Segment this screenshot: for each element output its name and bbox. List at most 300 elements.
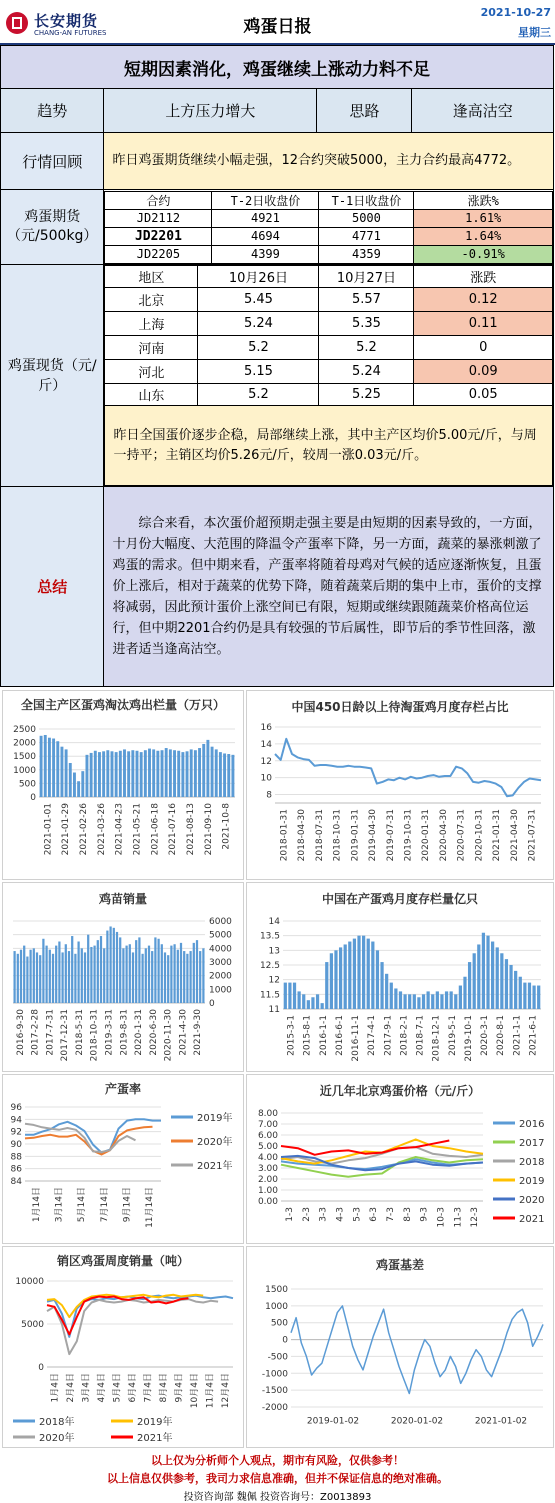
legend-label: 2019年 bbox=[197, 1113, 233, 1124]
bar bbox=[44, 735, 47, 797]
table-row bbox=[105, 312, 553, 336]
x-tick-label: 9-3 bbox=[419, 1207, 430, 1222]
bar bbox=[135, 940, 137, 1003]
x-tick-label: 2018-04-30 bbox=[297, 809, 308, 862]
y-tick-label: 5.00 bbox=[257, 1142, 278, 1152]
bar bbox=[173, 944, 175, 1003]
y-tick-label: 6000 bbox=[209, 917, 232, 927]
bar bbox=[144, 750, 147, 797]
bar bbox=[477, 944, 480, 1009]
futures-table bbox=[104, 191, 553, 264]
bar bbox=[48, 738, 51, 797]
x-tick-label: 2020-1-31 bbox=[134, 1009, 145, 1056]
spot-day1: 5.45 bbox=[198, 288, 319, 312]
bar bbox=[145, 948, 147, 1003]
brand-name: 长安期货 bbox=[34, 12, 99, 30]
x-tick-label: 4-3 bbox=[335, 1207, 346, 1222]
bar bbox=[102, 751, 105, 797]
legend-label: 2019年 bbox=[137, 1417, 173, 1428]
bar bbox=[307, 1000, 310, 1009]
series-line bbox=[275, 739, 541, 796]
x-tick-label: 2016-9-30 bbox=[15, 1009, 26, 1056]
bar bbox=[450, 991, 453, 1009]
bar bbox=[334, 950, 337, 1009]
y-tick-label: 16 bbox=[260, 723, 272, 733]
legend-label: 2021年 bbox=[197, 1161, 233, 1172]
spot-region: 山东 bbox=[105, 384, 198, 406]
x-tick-label: 2021-02-26 bbox=[79, 803, 90, 856]
x-tick-label: 12-3 bbox=[470, 1207, 481, 1228]
y-tick-label: -1000 bbox=[261, 1369, 288, 1380]
table-row bbox=[105, 245, 553, 263]
spot-change: 0.05 bbox=[414, 384, 553, 406]
bar bbox=[288, 983, 291, 1009]
x-tick-label: 2019-01-31 bbox=[350, 809, 361, 862]
x-tick-label: 2019-10-31 bbox=[403, 809, 414, 862]
x-tick-label: 2月4日 bbox=[65, 1373, 76, 1403]
x-tick-label: 2019-01-02 bbox=[306, 1416, 360, 1427]
y-tick-label: 1000 bbox=[265, 1301, 288, 1312]
y-tick-label: 5000 bbox=[21, 1320, 44, 1330]
bar bbox=[519, 977, 522, 1009]
bar bbox=[141, 954, 143, 1003]
chart-title: 近几年北京鸡蛋价格（元/斤） bbox=[319, 1084, 481, 1098]
bar bbox=[325, 962, 328, 1009]
bar bbox=[125, 946, 127, 1003]
bar bbox=[61, 952, 63, 1003]
bar bbox=[468, 962, 471, 1009]
y-tick-label: 14 bbox=[260, 739, 272, 750]
bar bbox=[100, 936, 102, 1003]
bar bbox=[36, 952, 38, 1003]
bar bbox=[231, 755, 234, 797]
chart-laying-hen-stock bbox=[246, 882, 554, 1072]
bar bbox=[330, 953, 333, 1009]
bar bbox=[380, 962, 383, 1009]
report-table bbox=[0, 45, 554, 687]
spot-day1: 5.15 bbox=[198, 360, 319, 384]
chart-beijing-price bbox=[246, 1074, 554, 1244]
bar bbox=[39, 955, 41, 1003]
bar bbox=[165, 748, 168, 797]
spot-change: 0 bbox=[414, 336, 553, 360]
x-tick-label: 4月4日 bbox=[96, 1373, 107, 1403]
bar bbox=[344, 944, 347, 1009]
report-date: 2021-10-27 bbox=[480, 6, 551, 19]
x-tick-label: 2021-01-29 bbox=[61, 803, 72, 856]
bar bbox=[65, 749, 68, 797]
x-tick-label: 2021-05-21 bbox=[132, 803, 143, 856]
futures-t1: 5000 bbox=[319, 209, 414, 227]
legend-label: 2019 bbox=[519, 1176, 545, 1187]
bar bbox=[459, 986, 462, 1009]
bar bbox=[136, 751, 139, 797]
bar bbox=[17, 954, 19, 1003]
x-tick-label: 2020-01-31 bbox=[421, 809, 432, 862]
futures-contract: JD2205 bbox=[105, 245, 212, 263]
x-tick-label: 2-3 bbox=[301, 1207, 312, 1222]
bar bbox=[23, 946, 25, 1003]
report-weekday: 星期三 bbox=[518, 26, 551, 39]
x-tick-label: 7-3 bbox=[385, 1207, 396, 1222]
bar bbox=[482, 933, 485, 1009]
bar bbox=[523, 983, 526, 1009]
bar bbox=[528, 983, 531, 1009]
y-tick-label: 0 bbox=[38, 1363, 44, 1373]
chart-weekly-sales bbox=[2, 1246, 244, 1448]
bar bbox=[52, 739, 55, 797]
bar bbox=[394, 988, 397, 1009]
spot-comment: 昨日全国蛋价逐步企稳，局部继续上涨，其中主产区均价5.00元/斤，与周一持平；主销区均价5.26元/斤，较周一涨0.03元/斤。 bbox=[105, 406, 553, 486]
x-tick-label: 7月14日 bbox=[99, 1187, 110, 1223]
spot-day1: 5.24 bbox=[198, 312, 319, 336]
bar bbox=[202, 948, 204, 1003]
table-row bbox=[105, 209, 553, 227]
bar bbox=[123, 749, 126, 797]
bar bbox=[371, 942, 374, 1009]
bar bbox=[68, 951, 70, 1003]
futures-t2: 4399 bbox=[212, 245, 319, 263]
risk-warning: 以上仅为分析师个人观点，期市有风险，仅供参考！ bbox=[151, 1454, 404, 1467]
bar bbox=[77, 781, 80, 797]
y-tick-label: 12 bbox=[260, 756, 272, 767]
y-tick-label: -1500 bbox=[261, 1386, 288, 1397]
y-tick-label: 8 bbox=[266, 790, 272, 801]
y-tick-label: 5000 bbox=[209, 930, 232, 941]
legend-label: 2021年 bbox=[137, 1433, 173, 1444]
x-tick-label: 5月4日 bbox=[112, 1373, 123, 1403]
legend-label: 2020年 bbox=[197, 1137, 233, 1148]
x-tick-label: 2021-10-8 bbox=[221, 803, 232, 850]
y-tick-label: 11.5 bbox=[259, 990, 280, 1001]
bar bbox=[211, 747, 214, 797]
x-tick-label: 6-3 bbox=[369, 1207, 380, 1222]
spot-region: 北京 bbox=[105, 288, 198, 312]
bar bbox=[161, 944, 163, 1003]
x-tick-label: 2019-04-30 bbox=[368, 809, 379, 862]
bar bbox=[353, 939, 356, 1009]
y-tick-label: 2000 bbox=[13, 738, 36, 749]
spot-header: 涨跌 bbox=[414, 266, 553, 288]
chart-title: 销区鸡蛋周度销量（吨） bbox=[56, 1254, 190, 1268]
y-tick-label: 10000 bbox=[15, 1277, 44, 1287]
bar bbox=[151, 951, 153, 1003]
chart-basis bbox=[246, 1246, 554, 1448]
y-tick-label: 90 bbox=[10, 1140, 22, 1150]
x-tick-label: 2018-10-31 bbox=[89, 1009, 100, 1062]
bar bbox=[196, 940, 198, 1003]
spot-change: 0.09 bbox=[414, 360, 553, 384]
chart-culled-hens bbox=[2, 690, 244, 880]
bar bbox=[491, 942, 494, 1009]
bar bbox=[73, 773, 76, 797]
y-tick-label: 8.00 bbox=[257, 1109, 278, 1119]
bar bbox=[177, 751, 180, 797]
bar bbox=[431, 994, 434, 1009]
futures-t1: 4771 bbox=[319, 227, 414, 245]
y-tick-label: 1.00 bbox=[257, 1186, 278, 1196]
x-tick-label: 8-3 bbox=[402, 1207, 413, 1222]
review-label: 行情回顾 bbox=[1, 133, 104, 190]
spot-day1: 5.2 bbox=[198, 384, 319, 406]
spot-region: 河南 bbox=[105, 336, 198, 360]
legend-label: 2017 bbox=[519, 1138, 545, 1149]
legend-label: 2020 bbox=[519, 1195, 545, 1206]
bar bbox=[284, 983, 287, 1009]
futures-contract: JD2112 bbox=[105, 209, 212, 227]
bar bbox=[161, 750, 164, 797]
spot-day2: 5.2 bbox=[319, 336, 414, 360]
table-row bbox=[105, 227, 553, 245]
bar bbox=[186, 954, 188, 1003]
x-tick-label: 2020-3-1 bbox=[480, 1015, 491, 1056]
y-tick-label: 13.5 bbox=[259, 931, 280, 942]
y-tick-label: 84 bbox=[10, 1177, 22, 1187]
spot-cell bbox=[104, 265, 554, 487]
x-tick-label: 2021-4-30 bbox=[178, 1009, 189, 1056]
x-tick-label: 5-3 bbox=[352, 1207, 363, 1222]
bar bbox=[140, 752, 143, 797]
bar bbox=[293, 983, 296, 1009]
futures-t2: 4921 bbox=[212, 209, 319, 227]
bar bbox=[311, 997, 314, 1009]
bar bbox=[348, 942, 351, 1009]
spot-header: 10月26日 bbox=[198, 266, 319, 288]
x-tick-label: 2016-6-1 bbox=[334, 1015, 345, 1056]
bar bbox=[138, 937, 140, 1003]
accuracy-disclaimer: 以上信息仅供参考，我司力求信息准确，但并不保证信息的绝对准确。 bbox=[107, 1472, 448, 1485]
bar bbox=[496, 947, 499, 1009]
bar bbox=[486, 936, 489, 1009]
y-tick-label: 11 bbox=[268, 1005, 280, 1015]
futures-header: T-1日收盘价 bbox=[319, 191, 414, 209]
x-tick-label: 2021-07-31 bbox=[527, 809, 538, 862]
bar bbox=[321, 1003, 324, 1009]
bar bbox=[90, 753, 93, 797]
bar bbox=[463, 977, 466, 1009]
x-tick-label: 2015-8-1 bbox=[302, 1015, 313, 1056]
bar bbox=[132, 952, 134, 1003]
bar bbox=[90, 947, 92, 1003]
bar bbox=[106, 931, 108, 1003]
y-tick-label: 500 bbox=[270, 1318, 288, 1329]
y-tick-label: 2500 bbox=[13, 725, 36, 735]
bar bbox=[111, 751, 114, 797]
x-tick-label: 3月14日 bbox=[54, 1187, 65, 1223]
bar bbox=[339, 947, 342, 1009]
y-tick-label: 6.00 bbox=[257, 1131, 278, 1141]
bar bbox=[58, 942, 60, 1004]
chart-title: 中国在产蛋鸡月度存栏量亿只 bbox=[321, 892, 479, 906]
bar bbox=[177, 950, 179, 1003]
futures-t1: 4359 bbox=[319, 245, 414, 263]
bar bbox=[376, 950, 379, 1009]
futures-change: 1.61% bbox=[414, 209, 553, 227]
table-row bbox=[105, 384, 553, 406]
bar bbox=[56, 741, 59, 797]
x-tick-label: 7月4日 bbox=[143, 1373, 154, 1403]
bar bbox=[537, 986, 540, 1009]
y-tick-label: 88 bbox=[10, 1152, 22, 1163]
x-tick-label: 11月4日 bbox=[205, 1373, 216, 1409]
futures-t2: 4694 bbox=[212, 227, 319, 245]
spot-label: 鸡蛋现货（元/斤） bbox=[1, 265, 104, 487]
futures-contract-main: JD2201 bbox=[105, 227, 212, 245]
x-tick-label: 2017-7-31 bbox=[45, 1009, 56, 1056]
bar bbox=[81, 948, 83, 1003]
bar bbox=[122, 948, 124, 1003]
y-tick-label: 1000 bbox=[13, 765, 36, 776]
bar bbox=[173, 750, 176, 797]
bar bbox=[69, 763, 72, 797]
bar bbox=[316, 994, 319, 1009]
x-tick-label: 10月4日 bbox=[189, 1373, 200, 1409]
bar bbox=[77, 942, 79, 1004]
bar bbox=[116, 932, 118, 1003]
y-tick-label: 92 bbox=[10, 1127, 22, 1138]
bar bbox=[408, 994, 411, 1009]
bar bbox=[71, 936, 73, 1003]
y-tick-label: 86 bbox=[10, 1164, 22, 1175]
bar bbox=[29, 950, 31, 1003]
bar bbox=[427, 991, 430, 1009]
legend-label: 2018年 bbox=[39, 1417, 75, 1428]
x-tick-label: 2019-5-1 bbox=[447, 1015, 458, 1056]
x-tick-label: 2021-07-16 bbox=[168, 803, 179, 856]
bar bbox=[84, 952, 86, 1003]
bar bbox=[85, 755, 88, 797]
spot-region: 上海 bbox=[105, 312, 198, 336]
headline: 短期因素消化，鸡蛋继续上涨动力料不足 bbox=[1, 46, 554, 89]
y-tick-label: 12 bbox=[268, 975, 280, 986]
bar bbox=[190, 749, 193, 797]
bar bbox=[154, 937, 156, 1003]
y-tick-label: 12.5 bbox=[259, 961, 280, 971]
bar bbox=[194, 750, 197, 797]
bar bbox=[40, 736, 43, 797]
spot-table bbox=[104, 265, 553, 486]
chart-title: 产蛋率 bbox=[104, 1082, 142, 1096]
bar bbox=[115, 752, 118, 797]
y-tick-label: 4000 bbox=[209, 944, 232, 955]
bar bbox=[164, 952, 166, 1003]
bar bbox=[87, 935, 89, 1003]
bar bbox=[219, 752, 222, 797]
y-tick-label: 0 bbox=[209, 999, 215, 1009]
bar bbox=[167, 955, 169, 1003]
bar bbox=[202, 744, 205, 797]
y-tick-label: 2.00 bbox=[257, 1175, 278, 1185]
bar bbox=[198, 748, 201, 797]
bar bbox=[20, 950, 22, 1003]
x-tick-label: 2020-10-31 bbox=[474, 809, 485, 862]
chart-title: 中国450日龄以上待淘蛋鸡月度存栏占比 bbox=[291, 700, 509, 714]
bar bbox=[42, 939, 44, 1003]
bar bbox=[97, 940, 99, 1003]
spot-day2: 5.35 bbox=[319, 312, 414, 336]
bar bbox=[422, 994, 425, 1009]
futures-header: T-2日收盘价 bbox=[212, 191, 319, 209]
x-tick-label: 1月14日 bbox=[31, 1187, 42, 1223]
spot-change: 0.11 bbox=[414, 312, 553, 336]
bar bbox=[445, 991, 448, 1009]
x-tick-label: 2019-10-1 bbox=[463, 1015, 474, 1062]
trend-value: 上方压力增大 bbox=[104, 89, 317, 133]
bar bbox=[169, 749, 172, 797]
x-tick-label: 2018-12-1 bbox=[431, 1015, 442, 1062]
bar bbox=[119, 751, 122, 797]
bar bbox=[436, 991, 439, 1009]
legend-label: 2020年 bbox=[39, 1433, 75, 1444]
bar bbox=[403, 994, 406, 1009]
x-tick-label: 2021-08-13 bbox=[185, 803, 196, 856]
bar bbox=[157, 939, 159, 1003]
bar bbox=[127, 751, 130, 797]
y-tick-label: 13 bbox=[268, 946, 280, 957]
bar bbox=[183, 951, 185, 1003]
bar bbox=[13, 951, 15, 1003]
bar bbox=[65, 944, 67, 1003]
y-tick-label: 4.00 bbox=[257, 1153, 278, 1163]
bar bbox=[223, 753, 226, 797]
bar bbox=[156, 751, 159, 797]
x-tick-label: 2021-1-1 bbox=[512, 1015, 523, 1056]
spot-day2: 5.24 bbox=[319, 360, 414, 384]
bar bbox=[189, 951, 191, 1003]
x-tick-label: 2020-11-30 bbox=[163, 1009, 174, 1062]
futures-header: 合约 bbox=[105, 191, 212, 209]
bar bbox=[49, 950, 51, 1003]
bar bbox=[514, 971, 517, 1009]
idea-label: 思路 bbox=[317, 89, 412, 133]
review-text: 昨日鸡蛋期货继续小幅走强，12合约突破5000，主力合约最高4772。 bbox=[104, 133, 554, 190]
x-tick-label: 2017-2-28 bbox=[30, 1009, 41, 1056]
bar bbox=[60, 747, 63, 797]
x-tick-label: 2020-6-30 bbox=[148, 1009, 159, 1056]
bar bbox=[52, 954, 54, 1003]
bar bbox=[170, 946, 172, 1003]
legend-label: 2018 bbox=[519, 1157, 545, 1168]
bar bbox=[103, 948, 105, 1003]
x-tick-label: 3月4日 bbox=[81, 1373, 92, 1403]
bar bbox=[390, 983, 393, 1009]
y-tick-label: 2000 bbox=[209, 971, 232, 982]
x-tick-label: 2021-06-18 bbox=[150, 803, 161, 856]
table-row bbox=[105, 336, 553, 360]
y-tick-label: 1500 bbox=[13, 752, 36, 763]
x-tick-label: 12月4日 bbox=[220, 1373, 231, 1409]
bar bbox=[74, 954, 76, 1003]
y-tick-label: 1500 bbox=[265, 1285, 288, 1295]
y-tick-label: 3000 bbox=[209, 958, 232, 968]
spot-day2: 5.25 bbox=[319, 384, 414, 406]
bar bbox=[181, 752, 184, 797]
bar bbox=[440, 994, 443, 1009]
x-tick-label: 2017-9-1 bbox=[383, 1015, 394, 1056]
bar bbox=[106, 750, 109, 797]
x-tick-label: 2017-12-31 bbox=[60, 1009, 71, 1062]
spot-region: 河北 bbox=[105, 360, 198, 384]
y-tick-label: 7.00 bbox=[257, 1120, 278, 1130]
bar bbox=[399, 991, 402, 1009]
bar bbox=[473, 953, 476, 1009]
y-tick-label: -2000 bbox=[261, 1403, 288, 1413]
futures-change: 1.64% bbox=[414, 227, 553, 245]
x-tick-label: 2021-01-02 bbox=[474, 1416, 528, 1427]
y-tick-label: 0 bbox=[282, 1335, 288, 1346]
y-tick-label: -500 bbox=[267, 1352, 288, 1363]
futures-label: 鸡蛋期货（元/500kg） bbox=[1, 190, 104, 265]
